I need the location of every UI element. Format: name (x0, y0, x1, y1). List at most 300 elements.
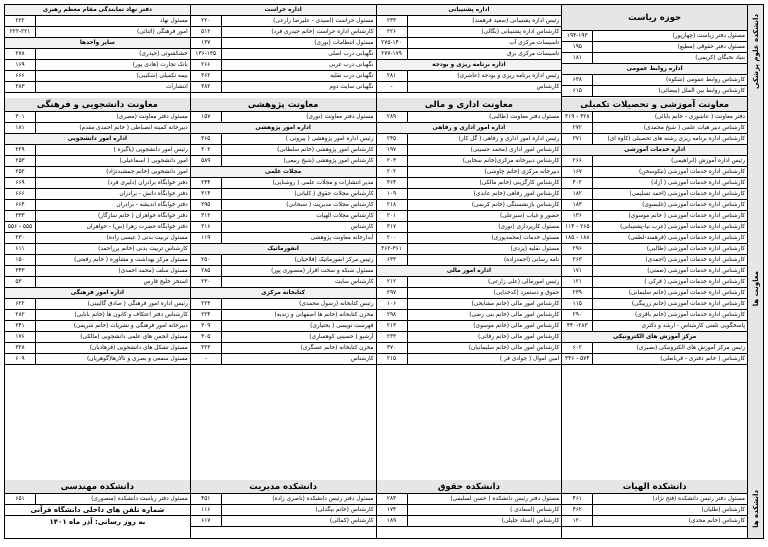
entry-name: کارشناس امور اداری (محمد حسینی) (470, 147, 560, 153)
extension-number: ۱۸۹ (377, 516, 408, 526)
extension-number: ۲۰۱ (377, 211, 408, 221)
top-section (5, 5, 747, 99)
directory-row (562, 255, 747, 266)
entry-name: کارشناس اداره خدمات آموزشی (خانم سلیمانی) (628, 290, 745, 296)
section-title: دانشکده مدیریت (191, 480, 376, 494)
directory-row (377, 505, 562, 516)
extension-number: ۶۶۴ (5, 200, 36, 210)
entry-name: کارشناس دبیرخانه مرکزی(خانم سخایی) (462, 158, 560, 164)
entry-name: کارشناس روابط بین الملل (بیضائی) (658, 88, 745, 94)
extension-number: ۲۲۹ (5, 145, 36, 155)
extension-number: ۲۱۸ (377, 200, 408, 210)
entry-name: حقوق و دستمزد (کدخدایی) (493, 290, 560, 296)
extension-number: ۲۶۶ (191, 60, 222, 70)
entry-name: بنیاد نخبگان (کریمی) (695, 55, 745, 61)
entry-name: کارشناس امور مالی (خانم رفائی) (478, 334, 560, 340)
extension-number: ۶۰۲ (562, 343, 593, 353)
directory-row (377, 71, 562, 82)
extension-number: ۳۴۳ (5, 266, 36, 276)
extension-number: ۶۶۶ (5, 71, 36, 81)
entry-name: تاسیسات مرکزی آب (509, 40, 560, 46)
extension-number: ۳۷۰ (377, 343, 408, 353)
directory-heading: شماره تلفن های داخلی دانشگاه قرآنی (5, 505, 190, 516)
directory-row (377, 354, 562, 365)
subsection-title: اداره امور فرهنگی (5, 288, 190, 299)
directory-row (5, 16, 190, 27)
extension-number: ۳۳۳ (5, 211, 36, 221)
directory-row (5, 211, 190, 222)
subsection-title: اداره امور مالی (377, 266, 562, 277)
extension-number: ۱۸۱ (562, 53, 593, 63)
section-title: دانشکده مهندسی (5, 480, 190, 494)
entry-name: کارشناس اداره پشتیبانی (بگالی) (481, 29, 560, 35)
extension-number: ۲۸۲ (5, 310, 36, 320)
directory-row (377, 16, 562, 27)
extension-number: ۲۱۲ (377, 277, 408, 287)
entry-name: نگهبانی سایت دوم (329, 84, 374, 90)
entry-name: مسئول دفتر معاونت (طالبی) (489, 114, 560, 120)
directory-row (562, 354, 747, 365)
entry-name: کارشناس اداره خدمات آموزشی ( آزاد) (651, 180, 745, 186)
extension-number: ۲۷۲ (562, 123, 593, 133)
extension-number: ۶۶۶ (5, 189, 36, 199)
extension-number: ۲۲۳ (191, 299, 222, 309)
extension-number: ۶۱۱ (5, 244, 36, 254)
extension-number: ۲۱۵ (377, 354, 408, 364)
extension-number: ۲۷۵-۱۴۰ (377, 38, 408, 48)
entry-name: امور دانشجویی (خانم جمشیدنژاد) (106, 169, 188, 175)
support-column (376, 5, 562, 98)
directory-row (377, 494, 562, 505)
directory-row (191, 266, 376, 277)
directory-row (5, 200, 190, 211)
entry-name: مسئول دفتر رئیس دانشکده (ناصری زاده) (272, 496, 374, 502)
extension-number: ۶۳۳ (377, 255, 408, 265)
extension-number: ۲۸۱ (377, 71, 408, 81)
subsection-title: سایر واحدها (5, 38, 190, 49)
presidency-column (561, 5, 747, 98)
entry-name: امور فرهنگی (اثنائی) (137, 29, 188, 35)
entry-name: دفتر خوابگاه دانش - برادران (119, 191, 188, 197)
entry-name: فهرست نویسی ( بختیاری) (310, 323, 374, 329)
entry-name: کارشناس اداره خدمات آموزشی (نعمتی) (647, 268, 745, 274)
entry-name: کارشناس مجلات حقوق ( کلیانی) (294, 191, 374, 197)
entry-name: مسئول دفتر ریاست (چهارپور) (672, 33, 745, 39)
extension-number: ۲۶۶ (562, 156, 593, 166)
entry-name: کارشناس اداره خدمات آموزشی (خانم زربیگی) (631, 301, 745, 307)
entry-name: رئیس امور دانشجویی (یاگیزه ) (113, 147, 188, 153)
entry-name: بانک تجارت (هادی پور) (132, 62, 188, 68)
directory-row (377, 233, 562, 244)
entry-name: کارشناس (خانم بیگدلی) (315, 507, 374, 513)
directory-row (191, 299, 376, 310)
extension-number: ۶۲۲ (5, 299, 36, 309)
directory-row (5, 321, 190, 332)
extension-number: ۴۶۱ (562, 494, 593, 504)
directory-row (562, 211, 747, 222)
entry-name: مسئول تربیت بدنی ( عیسی زاده) (106, 235, 188, 241)
directory-row (377, 49, 562, 60)
security-column (190, 5, 376, 98)
extension-number: ۲۳۳ (377, 16, 408, 26)
directory-row (191, 321, 376, 332)
directory-row (562, 233, 747, 244)
directory-row (377, 82, 562, 93)
entry-name: رئیس اداره برنامه ریزی و بودجه (عاشری) (457, 73, 560, 79)
entry-name: کارشناس کارگزینی (خانم مالکی) (479, 180, 560, 186)
directory-row (562, 321, 747, 332)
entry-name: کارشناس مجلات الهیات (316, 213, 374, 219)
entry-name: کارشناس (350, 224, 374, 230)
extension-number: ۲۳۹ (562, 288, 593, 298)
entry-name: دبیرخانه امور فرهنگی و نشریات (خانم شریفی) (73, 323, 188, 329)
directory-row (562, 189, 747, 200)
entry-name: رئیس مرکز آموزش های الکترونیکی (نصیری) (636, 345, 745, 351)
entry-name: کارشناس (350, 356, 374, 362)
directory-row (377, 332, 562, 343)
extension-number: ۴۰۲ (562, 178, 593, 188)
extension-number: ۲۳۳ (377, 332, 408, 342)
entry-name: نامه رسانی (احمدزاده) (503, 257, 560, 263)
entry-name: مسئول خدمات (محمدپوری) (491, 235, 560, 241)
entry-name: امین اموال ( جوادی فر ) (499, 356, 560, 362)
directory-row (191, 233, 376, 244)
extension-number: ۲۰۳ (377, 156, 408, 166)
directory-row (5, 266, 190, 277)
entry-name: کارشناس امور رفاهی (خانم عابدی) (473, 191, 560, 197)
entry-name: کارشناس اداره خدمات آموزشی (فرهمند-لطفی) (627, 235, 745, 241)
section-title: معاونت پژوهشی (191, 98, 376, 112)
entry-name: رئیس اداره آموزش (ابراهیمی) (671, 158, 745, 164)
entry-name: مسئول انتظامات (نوری) (314, 40, 374, 46)
entry-name: دفتر خوابگاه اندیشه - برادران (116, 202, 188, 208)
side-label-top: دانشکده علوم پزشکی (747, 5, 763, 98)
extension-number: ۲۵۲ (5, 167, 36, 177)
extension-number: ۳۶۴ (377, 178, 408, 188)
extension-number: ۲۰۲ (377, 167, 408, 177)
extension-number: ۲۵۳ (5, 156, 36, 166)
extension-number: ۲۲۰ (191, 16, 222, 26)
directory-row (5, 178, 190, 189)
extension-number: ۳۴۱ (5, 321, 36, 331)
directory-row (377, 156, 562, 167)
directory-row (377, 310, 562, 321)
extension-number: ۱۶۷ (562, 167, 593, 177)
extension-number: ۳۰۱ (5, 112, 36, 122)
extension-number: ۱۲۱ (562, 277, 593, 287)
entry-name: کارشناس امور مالی (خانم بنی رضی) (469, 312, 560, 318)
entry-name: خشکشوئی (حیدری) (139, 51, 188, 57)
extension-number: ۳۶۲ (191, 71, 222, 81)
directory-row (191, 332, 376, 343)
entry-name: کارشناس امور مالی (خانم سلیمانیان) (468, 345, 560, 351)
extension-number: ۲۸۹ (377, 112, 408, 122)
extension-number: ۳۸۲ (191, 82, 222, 92)
directory-row (191, 211, 376, 222)
entry-name: استخر خلیج فارس (143, 279, 188, 285)
directory-row (5, 112, 190, 123)
extension-number: ۲۶۳ (562, 255, 593, 265)
subsection-title: کتابخانه مرکزی (191, 288, 376, 299)
directory-row (191, 222, 376, 233)
extension-number: ۲۰۰ (377, 233, 408, 243)
directory-row (562, 266, 747, 277)
extension-number: ۵۸۹ (191, 156, 222, 166)
entry-name: مسئول حراست (اسیدی - علیرضا زارعی) (273, 18, 374, 24)
extension-number: ۳۶۲-۳۶۱ (377, 244, 408, 254)
extension-number: ۱۳۷ (191, 38, 222, 48)
extension-number: ۱۵۷ (191, 112, 222, 122)
directory-row (191, 60, 376, 71)
side-label-bottom: دانشکده ها (747, 480, 763, 538)
subsection-title: اداره امور پژوهشی (191, 123, 376, 134)
extension-number: ۱۰۹ (377, 189, 408, 199)
entry-name: آرشیو ( حسینی کوهساری) (309, 334, 374, 340)
section-title: معاونت آموزشی و تحصیلات تکمیلی (562, 98, 747, 112)
directory-row (377, 244, 562, 255)
entry-name: کارشناس اداره خدمات آموزشی (غلیسوی) (642, 202, 745, 208)
directory-row (562, 75, 747, 86)
entry-name: مدیر انتشارات و مجلات علمی ( روشنایی) (272, 180, 374, 186)
entry-name: مسئول دفتر ریاست دانشکده (منصوری) (91, 496, 188, 502)
extension-number: ۱۸۳ (562, 200, 593, 210)
entry-name: بیمه تکمیلی (شکیبی) (136, 73, 188, 79)
entry-name: مخزن کتابخانه (خانم ها اصفهانی و زندیه) (274, 312, 374, 318)
extension-number: ۱۷۶ (5, 332, 36, 342)
extension-number: ۲۲۲ (5, 16, 36, 26)
entry-name: کارشناس (طلیان) (701, 507, 745, 513)
directory-row (191, 343, 376, 354)
extension-number: ۵۵۶ - ۵۵۵ (5, 222, 36, 232)
directory-row (191, 505, 376, 516)
entry-name: مسئول انجمن های علمی دانشجویی (مالکی) (80, 334, 188, 340)
directory-row (191, 200, 376, 211)
section-title: دانشکده الهیات (562, 480, 747, 494)
extension-number: ۳۰۹ (191, 321, 222, 331)
directory-row (191, 255, 376, 266)
entry-name: مسئول نقلیه (پزدی) (510, 246, 560, 252)
entry-name: مسئول دفتر رئیس دانشکده ( حسن لسلیمی) (450, 496, 560, 502)
directory-row (377, 516, 562, 527)
directory-row (191, 38, 376, 49)
extension-number: ۲۹۵ (191, 200, 222, 210)
law-column (376, 480, 562, 538)
extension-number: ۱۹۷ (377, 145, 408, 155)
extension-number: ۴۴۰-۲۸۳ (562, 321, 593, 331)
entry-name: کارشناس امور مالی (خانم مشایخی) (471, 301, 560, 307)
extension-number: ۳۱۲ (191, 211, 222, 221)
subsection-title: اداره روابط عمومی (562, 64, 747, 75)
subsection-title: اداره خدمات آموزشی (562, 145, 747, 156)
directory-row (377, 321, 562, 332)
extension-number: ۶۳۸ (562, 75, 593, 85)
entry-name: مسئول دفتر حقوقی (مطیع) (677, 44, 745, 50)
admin-finance-column (376, 98, 562, 480)
directory-row (191, 71, 376, 82)
entry-name: کارشناس اداره خدمات آموزشی (عرب نیا-پشتیبانی) (620, 224, 745, 230)
directory-row (377, 38, 562, 49)
extension-number: ۳۴۶ - ۵۷۴ (562, 354, 593, 364)
directory-row (562, 244, 747, 255)
directory-row (5, 277, 190, 288)
entry-name: حضور و غیاب (سبزعلی) (499, 213, 560, 219)
directory-row (377, 277, 562, 288)
entry-name: مسئول مرکز بهداشت و مشاوره ( خانم رفعتی) (74, 257, 188, 263)
entry-name: مسئول سلف (محمد احمدی) (118, 268, 188, 274)
directory-row (191, 354, 376, 365)
directory-row (5, 332, 190, 343)
student-culture-column (5, 98, 190, 480)
entry-name: رئیس اداره امور فرهنگی ( صادق گالیینی) (87, 301, 188, 307)
extension-number: ۶۱۵ (562, 86, 593, 96)
directory-row (562, 310, 747, 321)
bottom-section (5, 480, 747, 538)
extension-number: ۲۲۲-۲۲۱ (5, 27, 36, 37)
section-title: دفتر نهاد نمایندگی مقام معظم رهبری (5, 5, 190, 16)
entry-name: کارشناس تربیت بدنی (خانم پرراحمد) (98, 246, 188, 252)
extension-number: ۱۵۰ (5, 255, 36, 265)
directory-row (191, 277, 376, 288)
directory-row (377, 288, 562, 299)
entry-name: کارشناس روابط عمومی (شکوه) (666, 77, 745, 83)
entry-name: کارشناس اداره حراست (خانم حیدری فرد) (271, 29, 374, 35)
directory-row (562, 112, 747, 123)
directory-row (191, 516, 376, 527)
entry-name: کارشناس (کمالی) (329, 518, 374, 524)
directory-row (191, 178, 376, 189)
extension-number: ۱۰۶ (377, 299, 408, 309)
directory-row (562, 156, 747, 167)
directory-row (5, 156, 190, 167)
side-label-middle: معاونت ها (747, 98, 763, 480)
entry-name: رئیس کتابخانه (رسول محمدی) (299, 301, 374, 307)
extension-number: ۱۸۲ (562, 189, 593, 199)
management-column (190, 480, 376, 538)
extension-number: ۱۹۵ (562, 42, 593, 52)
extension-number: ۳۲۳ (191, 343, 222, 353)
directory-row (377, 145, 562, 156)
directory-row (5, 167, 190, 178)
directory-row (377, 200, 562, 211)
section-title: معاونت دانشجویی و فرهنگی (5, 98, 190, 112)
entry-name: مسئول دفتر رئیس دانشکده (فتح نژاد) (652, 496, 745, 502)
entry-name: مسئول دفتر معاونت (مصری) (116, 114, 188, 120)
entry-name: مسئول سمعی و بصری و تالارها(گوهریان) (87, 356, 188, 362)
extension-number: ۲۹۸ (377, 310, 408, 320)
extension-number: ۱۱۴ - ۲۶۵ (562, 222, 593, 232)
entry-name: رئیس اداره امور پژوهشی ( پیرونی ) (285, 136, 374, 142)
subsection-title: مجلات علمی (191, 167, 376, 178)
directory-row (191, 49, 376, 60)
section-title: دانشکده حقوق (377, 480, 562, 494)
directory-row (562, 299, 747, 310)
entry-name: دفتر خوابگاه حضرت زهرا (س) - خواهران (86, 224, 188, 230)
extension-number: ۲۹۶ (562, 244, 593, 254)
directory-row (5, 343, 190, 354)
extension-number: ۲۳۰ (191, 277, 222, 287)
subsection-title: مرکز آموزش های الکترونیکی (562, 332, 747, 343)
directory-row (5, 145, 190, 156)
directory-row (5, 244, 190, 255)
entry-name: کارشناس امور پژوهشی (شیخ ربیعی) (283, 158, 374, 164)
entry-name: کارشناس اداره خدمات آموزشی (احمد تسلیمی) (629, 191, 745, 197)
entry-name: کارشناس اداره خدمات آموزشی (خانم باقری) (634, 312, 745, 318)
subsection-title: اداره امور اداری و رفاهی (377, 123, 562, 134)
directory-row (562, 53, 747, 64)
extension-number: ۳۲۸ (5, 343, 36, 353)
entry-name: پاسخگویی تلفنی کارشناس - ارشد و دکتری (641, 323, 745, 329)
directory-row (5, 71, 190, 82)
extension-number: ۲۸۴ (377, 494, 408, 504)
subsection-title: اداره امور دانشجویی (5, 134, 190, 145)
directory-row (191, 27, 376, 38)
extension-number: ۳۱۹ - ۳۲۸ (562, 112, 593, 122)
directory-row (562, 505, 747, 516)
extension-number: ۲۲۴ (191, 310, 222, 320)
education-column (561, 98, 747, 480)
extension-number: ۱۳۶ (562, 211, 593, 221)
entry-name: دبیرخانه مرکزی (خانم چاوشی) (484, 169, 560, 175)
extension-number: ۱۶۹ (5, 60, 36, 70)
extension-number: ۳۱۴ (191, 189, 222, 199)
directory-row (191, 310, 376, 321)
extension-number: ۱۱۹ (191, 233, 222, 243)
extension-number: ۱۱۶ (191, 505, 222, 515)
entry-name: مسئول تشکل های دانشجویی (فرهادیان) (89, 345, 188, 351)
directory-row (377, 167, 562, 178)
extension-number: ۱۸۱ (5, 123, 36, 133)
entry-name: مسئول شبکه و سخت افزار (منصوری پور) (271, 268, 374, 274)
directory-row (5, 27, 190, 38)
extension-number: ۲۳۰ (5, 233, 36, 243)
extension-number: ۳۶۵ (191, 134, 222, 144)
entry-name: امور دانشجویی ( اسماعیلی) (119, 158, 188, 164)
directory-row (5, 189, 190, 200)
extension-number: ۴۵۱ (191, 494, 222, 504)
entry-name: کارشناس سایت (334, 279, 374, 285)
entry-name: مسئول دفتر معاونت (نوری) (306, 114, 374, 120)
directory-row (562, 134, 747, 145)
extension-number: ۶۶۹ (5, 178, 36, 188)
engineering-column (5, 480, 190, 538)
extension-number: ۱۹۴-۱۹۳ (562, 31, 593, 41)
extension-number: ۳۰۲ (191, 145, 222, 155)
extension-number: ۲۱۳ (377, 321, 408, 331)
directory-row (562, 167, 747, 178)
directory-row (562, 494, 747, 505)
entry-name: دفتر خوابگاه خواهران ( خانم سازگار) (98, 213, 188, 219)
directory-row (191, 16, 376, 27)
directory-row (562, 42, 747, 53)
directory-row (5, 222, 190, 233)
extension-number: ۱۸۵ - ۱۸۸ (562, 233, 593, 243)
directory-row (191, 145, 376, 156)
directory-row (377, 112, 562, 123)
directory-row (5, 123, 190, 134)
entry-name: کارشناس امور مالی (خانم موسوی) (473, 323, 560, 329)
directory-row (191, 112, 376, 123)
entry-name: کارشناس مجلات مدیریت ( سبحانی) (286, 202, 374, 208)
directory-row (562, 343, 747, 354)
directory-row (562, 288, 747, 299)
update-date: به روز رسانی: آذر ماه ۱۴۰۱ (49, 517, 146, 526)
entry-name: کارشناس ( خانم دفتری - قربانعلی) (660, 356, 745, 362)
extension-number: ۲۴۵ (377, 134, 408, 144)
entry-name: رئیس مرکز انفورماتیک (فلاحیان) (294, 257, 374, 263)
directory-row (377, 178, 562, 189)
entry-name: رئیس اداره امور اداری و رفاهی ( گل کار) (458, 136, 560, 142)
directory-row (191, 494, 376, 505)
